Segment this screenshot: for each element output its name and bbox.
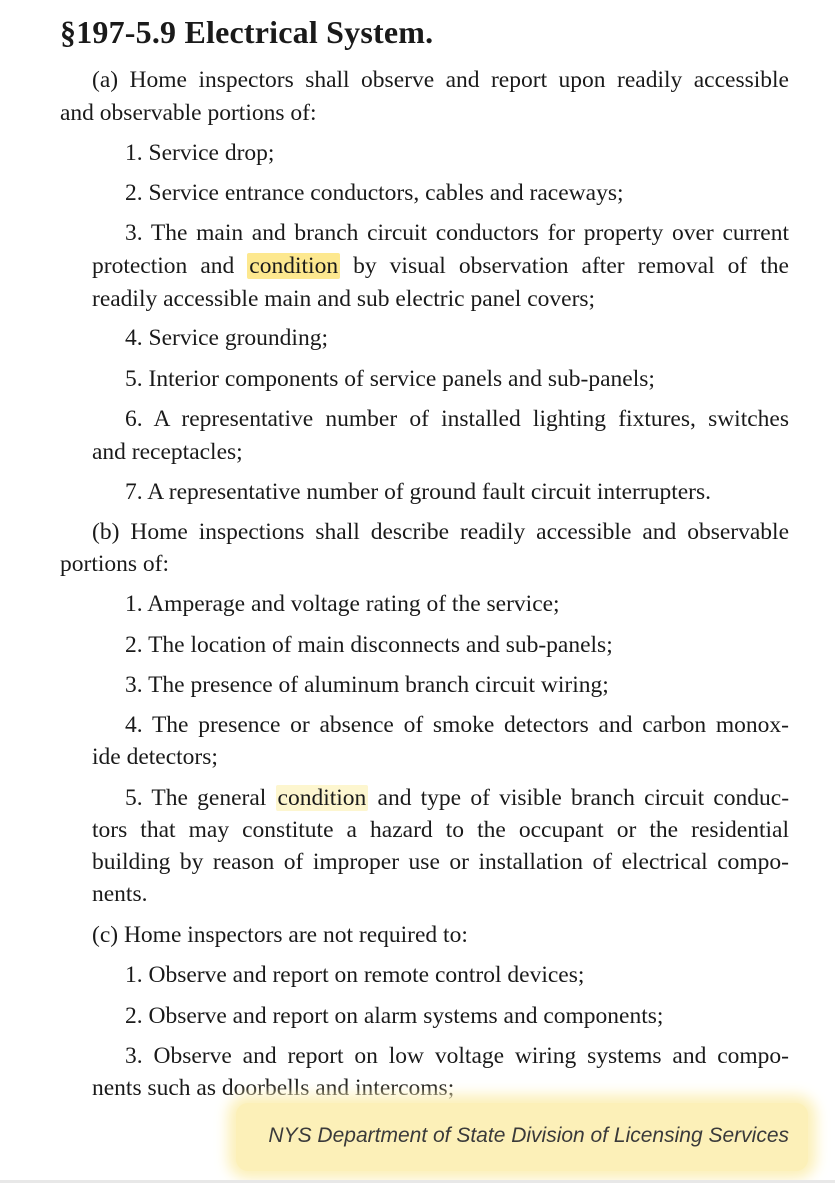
- part-a-item-5: 5. Interior components of service panels and sub-panels;: [125, 366, 655, 392]
- part-a-item-2: 2. Service entrance conductors, cables and raceways;: [125, 180, 624, 206]
- part-b-item-5-line-1-pre: 5. The general: [125, 785, 267, 811]
- part-b-item-5-line-1: [125, 782, 789, 814]
- part-b-item-5-line-3: building by reason of improper use or installation of electrical compo-: [92, 849, 789, 875]
- part-b-intro-line-1: (b) Home inspections shall describe readily accessible and observable: [92, 519, 789, 545]
- part-b-item-2: 2. The location of main disconnects and sub-panels;: [125, 632, 613, 658]
- part-b-item-5-line-4: nents.: [92, 881, 148, 907]
- part-b-item-5-line-2: tors that may constitute a hazard to the occupant or the residential: [92, 817, 789, 843]
- part-c-item-3-line-1: 3. Observe and report on low voltage wiring systems and compo-: [125, 1043, 789, 1069]
- part-a-item-3-line-2-post: by visual observation after removal of the: [353, 253, 789, 279]
- part-b-item-5-line-1-post: and type of visible branch circuit conduc-: [377, 785, 790, 811]
- part-b-intro-line-2: portions of:: [60, 551, 170, 577]
- highlighted-word-condition: condition: [249, 253, 339, 279]
- part-c-item-1: 1. Observe and report on remote control devices;: [125, 962, 585, 988]
- part-a-item-7: 7. A representative number of ground fault circuit interrupters.: [125, 479, 712, 505]
- part-c-intro: (c) Home inspectors are not required to:: [92, 922, 468, 948]
- part-b-item-3: 3. The presence of aluminum branch circuit wiring;: [125, 672, 609, 698]
- part-c-item-3-line-2: nents such as doorbells and intercoms;: [92, 1075, 455, 1101]
- part-a-intro-line-2: and observable portions of:: [60, 100, 317, 126]
- part-a-item-3-line-1: 3. The main and branch circuit conductors for property over current: [125, 220, 789, 246]
- part-b-item-1: 1. Amperage and voltage rating of the service;: [125, 591, 560, 617]
- part-a-item-3-line-2: [92, 250, 789, 282]
- section-title: §197-5.9 Electrical System.: [60, 14, 434, 50]
- part-a-item-1: 1. Service drop;: [125, 140, 275, 166]
- part-a-item-3-line-3: readily accessible main and sub electric panel covers;: [92, 286, 596, 312]
- source-attribution: NYS Department of State Division of Licensing Services: [268, 1124, 789, 1147]
- part-a-item-3-line-2-pre: protection and: [92, 253, 235, 279]
- part-a-item-6-line-1: 6. A representative number of installed lighting fixtures, switches: [125, 406, 789, 432]
- part-a-item-4: 4. Service grounding;: [125, 325, 328, 351]
- part-a-item-6-line-2: and receptacles;: [92, 439, 243, 465]
- part-c-item-2: 2. Observe and report on alarm systems and components;: [125, 1003, 664, 1029]
- part-b-item-4-line-1: 4. The presence or absence of smoke detectors and carbon monox-: [125, 712, 789, 738]
- part-a-intro-line-1: (a) Home inspectors shall observe and report upon readily accessible: [92, 67, 789, 93]
- part-b-item-4-line-2: ide detectors;: [92, 744, 218, 770]
- highlighted-word-condition: condition: [277, 785, 367, 811]
